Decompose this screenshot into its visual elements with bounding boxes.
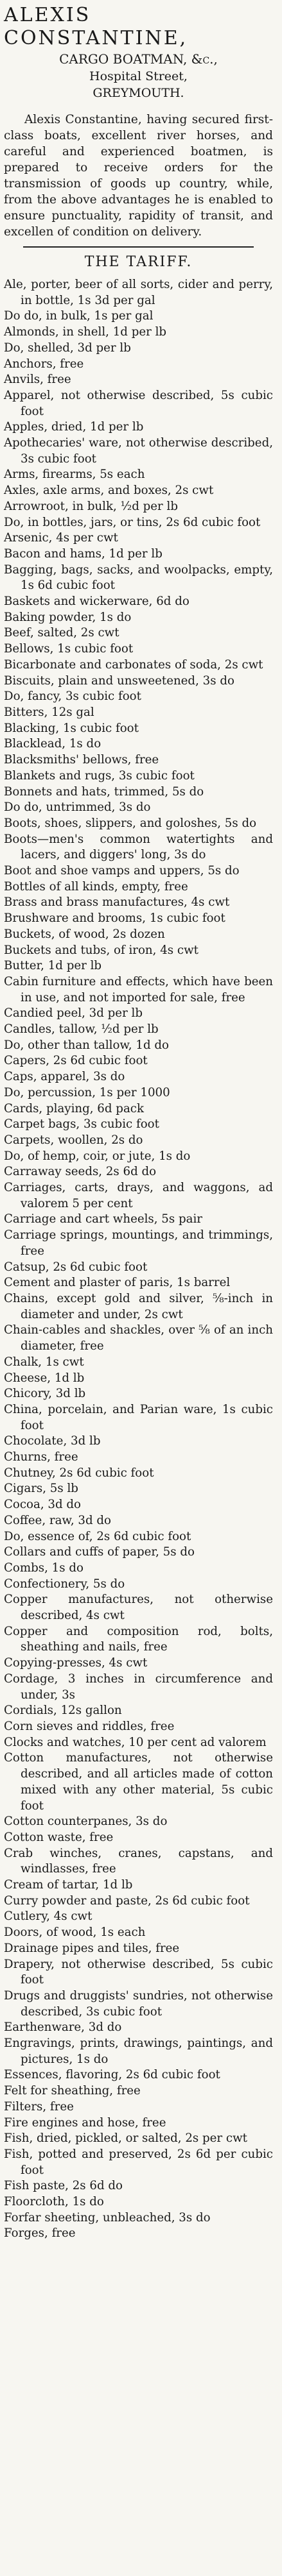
tariff-item: Do, fancy, 3s cubic foot [4, 690, 141, 704]
tariff-item: China, porcelain, and Parian ware, 1s cubic foot [4, 1402, 273, 1432]
tariff-item: Copper and composition rod, bolts, sheathing and nails, free [4, 1624, 273, 1654]
tariff-item: Boots—men's common watertights and lacers, and diggers' long, 3s do [4, 832, 273, 862]
tariff-item: Crab winches, cranes, capstans, and windlasses, free [4, 1846, 273, 1876]
tariff-item: Cards, playing, 6d pack [4, 1101, 144, 1115]
tariff-item: Curry powder and paste, 2s 6d cubic foot [4, 1894, 250, 1908]
tariff-item: Drainage pipes and tiles, free [4, 1941, 180, 1955]
tariff-item: Chocolate, 3d lb [4, 1434, 101, 1448]
tariff-item: Apparel, not otherwise described, 5s cubic foot [4, 388, 273, 418]
tariff-item: Beef, salted, 2s cwt [4, 626, 119, 640]
tariff-item: Coffee, raw, 3d do [4, 1513, 111, 1527]
tariff-item: Clocks and watches, 10 per cent ad valorem [4, 1735, 267, 1749]
street-line: Hospital Street, [89, 69, 188, 83]
tariff-item: Cordials, 12s gallon [4, 1704, 122, 1718]
tariff-item: Confectionery, 5s do [4, 1577, 125, 1591]
tariff-item: Carpet bags, 3s cubic foot [4, 1117, 159, 1131]
tariff-item: Carriages, carts, drays, and waggons, ad valorem 5 per cent [4, 1181, 273, 1210]
tariff-item: Chutney, 2s 6d cubic foot [4, 1466, 154, 1480]
tariff-item: Chain-cables and shackles, over ⅝ of an inch diameter, free [4, 1323, 273, 1353]
tariff-item: Candied peel, 3d per lb [4, 1006, 143, 1021]
tariff-item: Fire engines and hose, free [4, 2115, 166, 2130]
tariff-item: Baking powder, 1s do [4, 610, 132, 624]
tariff-item: Cabin furniture and effects, which have been in use, and not imported for sale, free [4, 974, 273, 1004]
tariff-item: Blacking, 1s cubic foot [4, 721, 139, 735]
tariff-item: Blacksmiths' bellows, free [4, 753, 159, 767]
tariff-item: Drapery, not otherwise described, 5s cubic foot [4, 1957, 273, 1987]
tariff-item: Engravings, prints, drawings, paintings, and pictures, 1s do [4, 2037, 273, 2066]
tariff-item: Essences, flavoring, 2s 6d cubic foot [4, 2068, 220, 2082]
tariff-item: Drugs and druggists' sundries, not otherwise described, 3s cubic foot [4, 1988, 273, 2019]
tariff-item: Chalk, 1s cwt [4, 1355, 84, 1369]
tariff-item: Do, essence of, 2s 6d cubic foot [4, 1529, 191, 1543]
tariff-item: Forges, free [4, 2226, 76, 2241]
tariff-item: Apples, dried, 1d per lb [4, 420, 144, 434]
tariff-item: Carriage springs, mountings, and trimmings, free [4, 1228, 273, 1258]
tariff-item: Boots, shoes, slippers, and goloshes, 5s do [4, 816, 257, 830]
tariff-item: Boot and shoe vamps and uppers, 5s do [4, 864, 240, 878]
tariff-item: Cocoa, 3d do [4, 1498, 81, 1512]
tariff-item: Filters, free [4, 2099, 74, 2114]
tariff-item: Cordage, 3 inches in circumference and under, 3s [4, 1672, 273, 1702]
tariff-item: Candles, tallow, ½d per lb [4, 1022, 159, 1037]
tariff-item: Butter, 1d per lb [4, 959, 102, 973]
tariff-item: Carriage and cart wheels, 5s pair [4, 1212, 202, 1226]
tariff-item: Chicory, 3d lb [4, 1387, 86, 1401]
tariff-item: Cutlery, 4s cwt [4, 1910, 93, 1924]
tariff-item: Doors, of wood, 1s each [4, 1926, 146, 1940]
tariff-item: Carpets, woollen, 2s do [4, 1133, 143, 1147]
tariff-item: Anvils, free [4, 373, 71, 387]
tariff-item: Bitters, 12s gal [4, 705, 94, 719]
tariff-item: Churns, free [4, 1450, 78, 1464]
tariff-item: Chains, except gold and silver, ⅝-inch in diameter and under, 2s cwt [4, 1292, 273, 1321]
tariff-item: Do do, in bulk, 1s per gal [4, 309, 154, 323]
tariff-item: Apothecaries' ware, not otherwise described, 3s cubic foot [4, 436, 273, 466]
tariff-item: Copying-presses, 4s cwt [4, 1656, 148, 1670]
tariff-item: Corn sieves and riddles, free [4, 1719, 175, 1733]
tariff-item: Cement and plaster of paris, 1s barrel [4, 1276, 231, 1290]
tariff-list [4, 277, 273, 2242]
tariff-item: Arms, firearms, 5s each [4, 468, 145, 482]
business-line: CARGO BOATMAN, &c., [59, 51, 218, 67]
tariff-item: Blacklead, 1s do [4, 737, 101, 751]
tariff-item: Arrowroot, in bulk, ½d per lb [4, 499, 178, 513]
tariff-heading: THE TARIFF. [84, 254, 193, 270]
tariff-item: Cigars, 5s lb [4, 1482, 78, 1496]
tariff-item: Cotton manufactures, not otherwise described, and all articles made of cotton mixed with any other material, 5s cubic foot [4, 1751, 273, 1813]
divider-rule [23, 246, 254, 248]
tariff-item: Do do, untrimmed, 3s do [4, 801, 151, 815]
tariff-item: Collars and cuffs of paper, 5s do [4, 1545, 195, 1559]
tariff-item: Forfar sheeting, unbleached, 3s do [4, 2210, 211, 2224]
advertisement-notice: Alexis Constantine, having secured first-class boats, excellent river horses, and careful and experienced boatmen, is prepared to receive orders for the transmission of goods up country, while, from the above advantages he is enabled to ensure punctuality, rapidity of transit, and excellen of condition on delivery. [4, 113, 273, 239]
tariff-item: Earthenware, 3d do [4, 2021, 122, 2035]
tariff-item: Do, other than tallow, 1d do [4, 1038, 169, 1052]
tariff-item: Fish paste, 2s 6d do [4, 2179, 123, 2193]
tariff-item: Bagging, bags, sacks, and woolpacks, empty, 1s 6d cubic foot [4, 563, 273, 593]
tariff-item: Almonds, in shell, 1d per lb [4, 325, 167, 339]
tariff-item: Caps, apparel, 3s do [4, 1070, 125, 1084]
tariff-item: Cotton counterpanes, 3s do [4, 1815, 168, 1829]
tariff-item: Copper manufactures, not otherwise described, 4s cwt [4, 1593, 273, 1623]
tariff-item: Brass and brass manufactures, 4s cwt [4, 895, 230, 910]
tariff-item: Bellows, 1s cubic foot [4, 642, 134, 656]
tariff-item: Bonnets and hats, trimmed, 5s do [4, 784, 204, 799]
advertiser-name: ALEXIS CONSTANTINE, [4, 4, 188, 49]
tariff-item: Baskets and wickerware, 6d do [4, 595, 189, 609]
tariff-item: Fish, potted and preserved, 2s 6d per cubic foot [4, 2147, 273, 2177]
tariff-item: Do, of hemp, coir, or jute, 1s do [4, 1149, 191, 1163]
tariff-item: Floorcloth, 1s do [4, 2195, 104, 2209]
tariff-item: Do, percussion, 1s per 1000 [4, 1085, 170, 1099]
tariff-item: Do, in bottles, jars, or tins, 2s 6d cubic foot [4, 515, 261, 529]
tariff-item: Capers, 2s 6d cubic foot [4, 1054, 148, 1068]
tariff-item: Cheese, 1d lb [4, 1371, 85, 1385]
tariff-item: Axles, axle arms, and boxes, 2s cwt [4, 484, 214, 498]
tariff-item: Biscuits, plain and unsweetened, 3s do [4, 674, 234, 688]
tariff-item: Cotton waste, free [4, 1830, 114, 1844]
tariff-item: Catsup, 2s 6d cubic foot [4, 1260, 148, 1274]
tariff-item: Felt for sheathing, free [4, 2084, 141, 2098]
tariff-item: Do, shelled, 3d per lb [4, 341, 131, 355]
tariff-item: Brushware and brooms, 1s cubic foot [4, 911, 225, 926]
tariff-item: Buckets and tubs, of iron, 4s cwt [4, 943, 198, 957]
tariff-item: Arsenic, 4s per cwt [4, 531, 118, 545]
tariff-item: Blankets and rugs, 3s cubic foot [4, 768, 195, 783]
tariff-item: Bottles of all kinds, empty, free [4, 879, 188, 894]
tariff-item: Bicarbonate and carbonates of soda, 2s cwt [4, 657, 263, 672]
tariff-item: Cream of tartar, 1d lb [4, 1878, 133, 1892]
tariff-item: Bacon and hams, 1d per lb [4, 547, 163, 561]
tariff-item: Fish, dried, pickled, or salted, 2s per cwt [4, 2131, 247, 2146]
tariff-item: Combs, 1s do [4, 1561, 84, 1575]
tariff-item: Buckets, of wood, 2s dozen [4, 927, 165, 941]
tariff-item: Anchors, free [4, 357, 84, 371]
tariff-item: Ale, porter, beer of all sorts, cider and perry, in bottle, 1s 3d per gal [4, 278, 273, 307]
tariff-item: Carraway seeds, 2s 6d do [4, 1165, 157, 1179]
town-line: GREYMOUTH. [93, 86, 184, 100]
